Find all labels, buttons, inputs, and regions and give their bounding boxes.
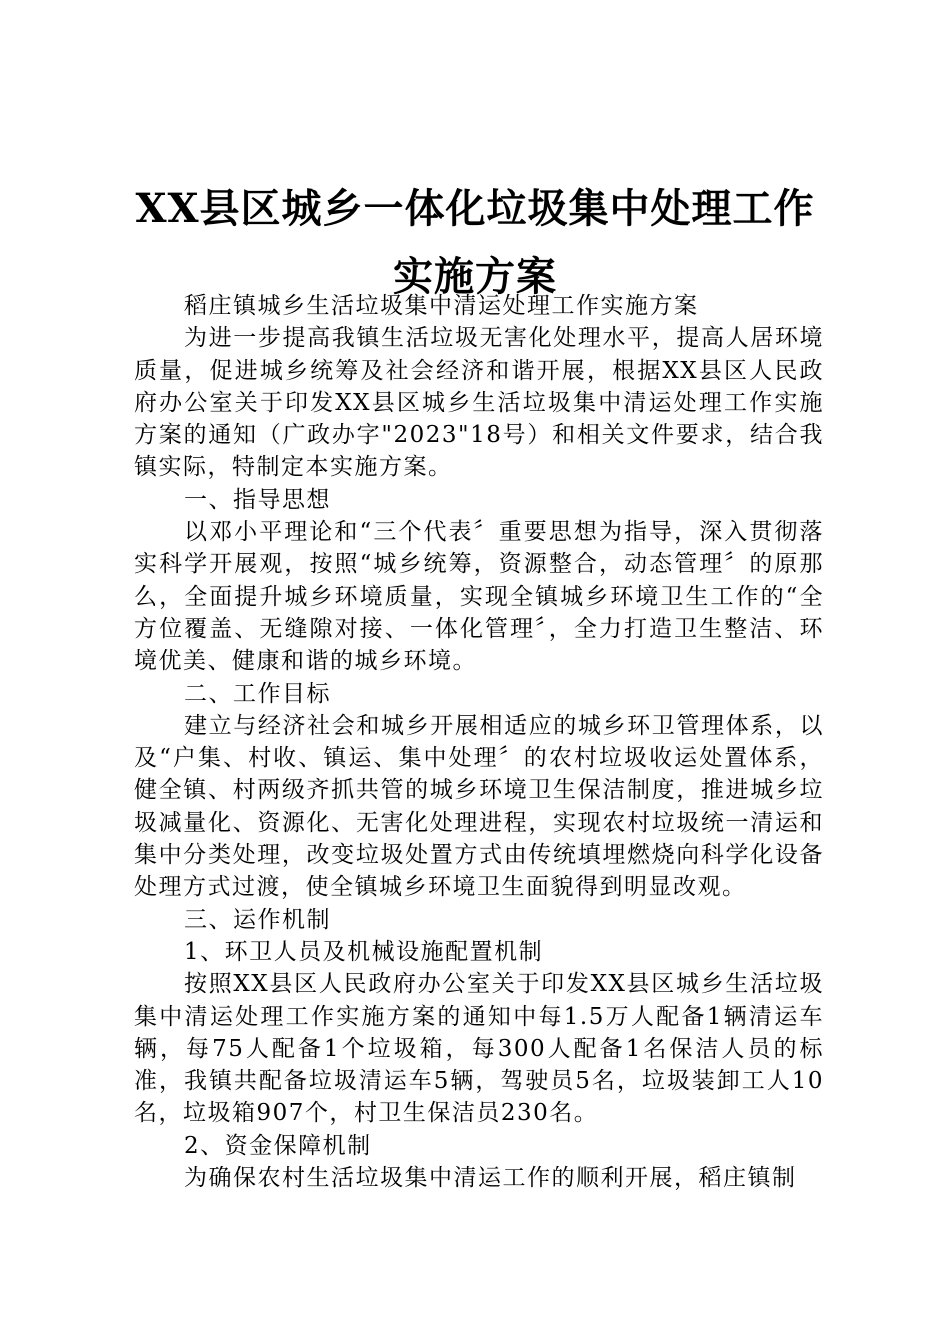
section-heading-work-goals: 二、工作目标	[184, 680, 331, 707]
paragraph-intro: 为进一步提高我镇生活垃圾无害化处理水平，提高人居环境质量，促进城乡统筹及社会经济和谐开展，根据XX县区人民政府办公室关于印发XX县区城乡生活垃圾集中清运处理工作实施方案的通知（广政办字"2023"18号）和相关文件要求，结合我镇实际，特制定本实施方案。	[134, 325, 824, 481]
paragraph-funding-mechanism: 为确保农村生活垃圾集中清运工作的顺利开展，稻庄镇制	[184, 1165, 797, 1192]
paragraph-guiding-thought: 以邓小平理论和“三个代表〞重要思想为指导，深入贯彻落实科学开展观，按照“城乡统筹，资源整合，动态管理〞的原那么，全面提升城乡环境质量，实现全镇城乡环境卫生工作的“全方位覆盖、无缝隙对接、一体化管理〞，全力打造卫生整洁、环境优美、健康和谐的城乡环境。	[134, 519, 824, 675]
subheading-staffing-mechanism: 1、环卫人员及机械设施配置机制	[184, 938, 544, 965]
document-body	[134, 290, 824, 1194]
document-title: XX县区城乡一体化垃圾集中处理工作实施方案	[135, 185, 815, 300]
subheading-funding-mechanism: 2、资金保障机制	[184, 1132, 372, 1159]
paragraph-staffing-mechanism: 按照XX县区人民政府办公室关于印发XX县区城乡生活垃圾集中清运处理工作实施方案的通知中每1.5万人配备1辆清运车辆，每75人配备1个垃圾箱，每300人配备1名保洁人员的标准，我镇共配备垃圾清运车5辆，驾驶员5名，垃圾装卸工人10名，垃圾箱907个，村卫生保洁员230名。	[134, 971, 824, 1127]
section-heading-operating-mechanism: 三、运作机制	[184, 906, 331, 933]
subtitle-line: 稻庄镇城乡生活垃圾集中清运处理工作实施方案	[184, 293, 699, 319]
paragraph-work-goals: 建立与经济社会和城乡开展相适应的城乡环卫管理体系，以及“户集、村收、镇运、集中处理〞的农村垃圾收运处置体系，健全镇、村两级齐抓共管的城乡环境卫生保洁制度，推进城乡垃圾减量化、资源化、无害化处理进程，实现农村垃圾统一清运和集中分类处理，改变垃圾处置方式由传统填埋燃烧向科学化设备处理方式过渡，使全镇城乡环境卫生面貌得到明显改观。	[134, 712, 824, 901]
section-heading-guiding-thought: 一、指导思想	[184, 486, 331, 513]
